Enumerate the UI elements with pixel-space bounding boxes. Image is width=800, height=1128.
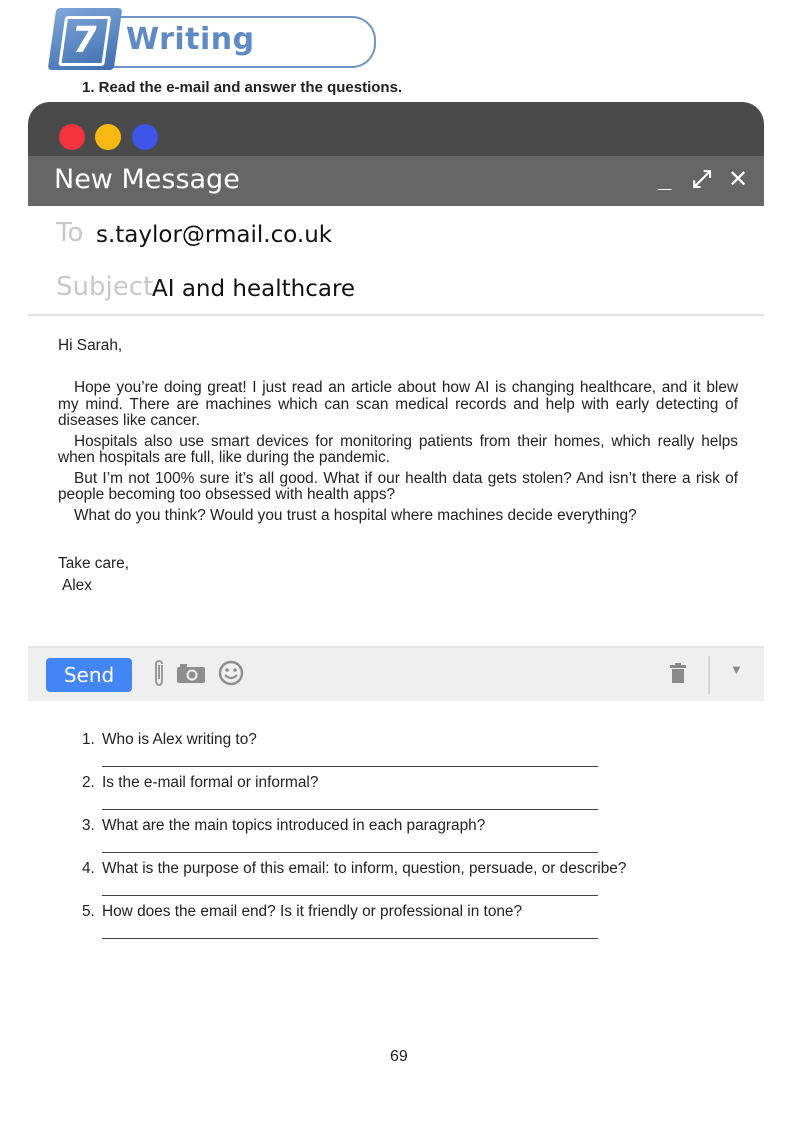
question-number: 3.	[82, 817, 95, 834]
close-icon[interactable]: ✕	[728, 166, 749, 193]
smile-icon[interactable]	[218, 660, 244, 691]
subject-label: Subject	[56, 272, 154, 302]
to-label: To	[56, 218, 84, 248]
answer-line[interactable]	[102, 895, 598, 896]
answer-line[interactable]	[102, 938, 598, 939]
unit-number: 7	[58, 16, 111, 66]
email-paragraph: Hospitals also use smart devices for monitoring patients from their homes, which really helps when hospitals are full, like during the pandemic.	[58, 432, 738, 466]
unit-number-badge	[48, 8, 123, 70]
unit-header	[52, 8, 362, 68]
question-item	[82, 771, 682, 811]
dropdown-icon[interactable]: ▼	[730, 662, 743, 677]
question-item	[82, 814, 682, 854]
question-number: 4.	[82, 860, 95, 877]
message-header-bar	[28, 156, 764, 206]
minimize-icon[interactable]: _	[658, 166, 672, 193]
email-compose-window	[28, 102, 764, 699]
toolbar-divider	[708, 656, 710, 694]
to-field[interactable]: s.taylor@rmail.co.uk	[96, 222, 333, 248]
camera-icon[interactable]	[176, 662, 206, 689]
window-close-dot[interactable]	[59, 124, 85, 150]
email-closing: Take care,	[58, 555, 130, 572]
compose-toolbar	[28, 646, 764, 701]
question-number: 1.	[82, 731, 95, 748]
expand-icon[interactable]: ⤢	[692, 166, 712, 193]
email-signature: Alex	[62, 577, 92, 594]
send-button[interactable]: Send	[46, 658, 132, 692]
page-number: 69	[390, 1048, 408, 1065]
unit-title: Writing	[126, 22, 255, 57]
paperclip-icon[interactable]	[152, 659, 166, 692]
email-greeting: Hi Sarah,	[58, 337, 123, 354]
email-paragraph: Hope you’re doing great! I just read an article about how AI is changing healthcare, and it blew my mind. There are machines which can scan medical records and help with early detecting of diseases like cancer.	[58, 379, 738, 429]
question-item	[82, 900, 682, 940]
email-paragraphs	[58, 380, 738, 528]
question-item	[82, 857, 682, 897]
to-field-row[interactable]	[28, 206, 764, 262]
question-text: Is the e-mail formal or informal?	[102, 774, 319, 791]
answer-line[interactable]	[102, 766, 598, 767]
question-text: Who is Alex writing to?	[102, 731, 257, 748]
window-title: New Message	[54, 164, 240, 195]
question-text: What is the purpose of this email: to inform, question, persuade, or describe?	[102, 860, 627, 877]
question-text: What are the main topics introduced in each paragraph?	[102, 817, 486, 834]
answer-line[interactable]	[102, 809, 598, 810]
question-item	[82, 728, 682, 768]
subject-field[interactable]: AI and healthcare	[152, 276, 356, 302]
question-text: How does the email end? Is it friendly or professional in tone?	[102, 903, 523, 920]
question-number: 5.	[82, 903, 95, 920]
answer-line[interactable]	[102, 852, 598, 853]
window-zoom-dot[interactable]	[132, 124, 158, 150]
subject-field-row[interactable]	[28, 260, 764, 316]
email-paragraph: But I’m not 100% sure it’s all good. What if our health data gets stolen? And isn’t there a risk of people becoming too obsessed with health apps?	[58, 469, 738, 503]
window-titlebar	[28, 102, 764, 158]
window-minimize-dot[interactable]	[95, 124, 121, 150]
question-number: 2.	[82, 774, 95, 791]
exercise-instruction: 1. Read the e-mail and answer the questions.	[82, 79, 403, 96]
email-paragraph: What do you think? Would you trust a hospital where machines decide everything?	[74, 506, 637, 524]
trash-icon[interactable]	[670, 663, 686, 688]
